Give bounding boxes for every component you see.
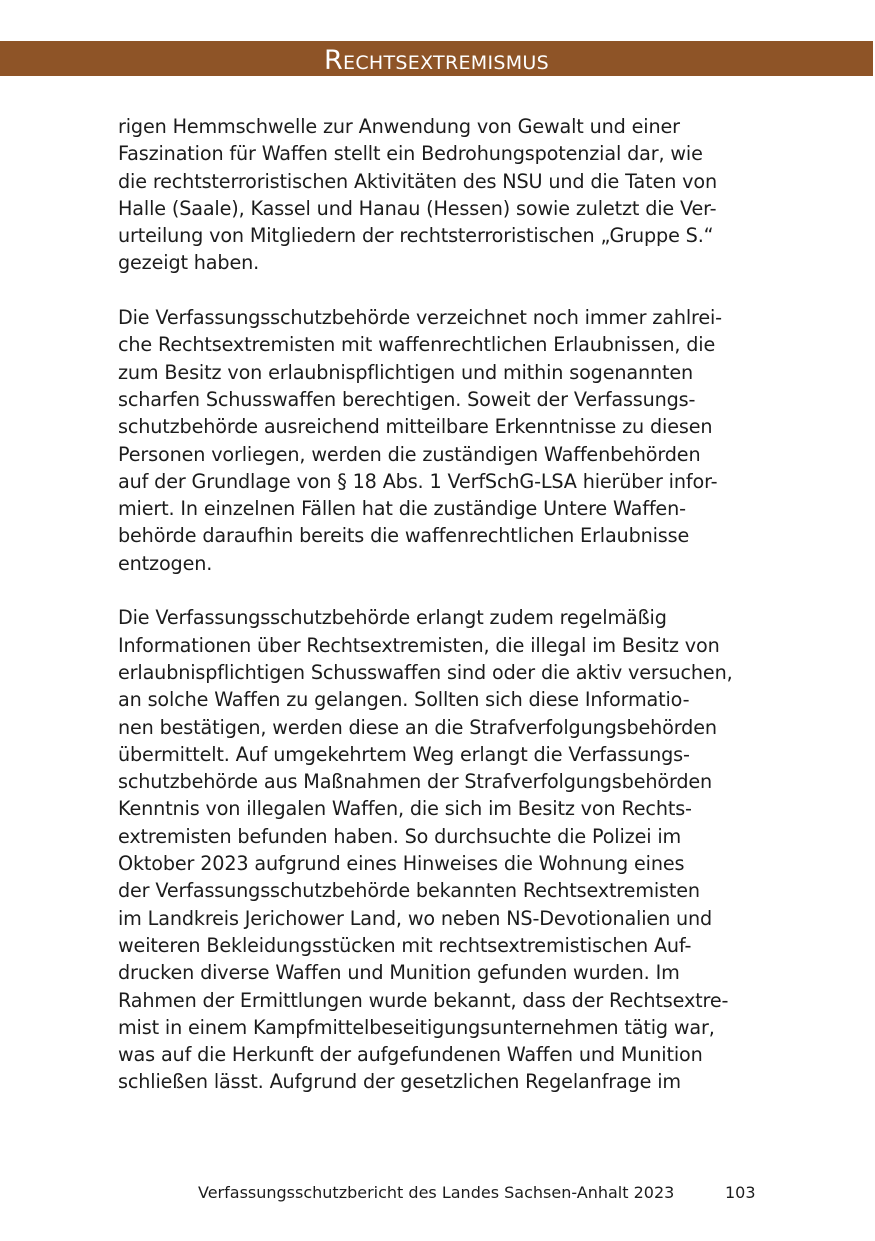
text-line: urteilung von Mitgliedern der rechtsterroristischen „Gruppe S.“ [118,224,714,248]
footer-report-title: Verfassungsschutzbericht des Landes Sachsen-Anhalt 2023 [198,1183,675,1202]
text-line: zum Besitz von erlaubnispflichtigen und mithin sogenannten [118,360,694,384]
text-line: schutzbehörde aus Maßnahmen der Strafverfolgungsbehörden [118,770,713,794]
text-line: erlaubnispflichtigen Schusswaffen sind oder die aktiv versuchen, [118,660,733,684]
text-line: Die Verfassungsschutzbehörde erlangt zudem regelmäßig [118,606,667,630]
text-line: Rahmen der Ermittlungen wurde bekannt, dass der Rechtsextre- [118,988,729,1012]
paragraph [118,604,768,1095]
text-line: die rechtsterroristischen Aktivitäten des NSU und die Taten von [118,169,717,193]
text-line: der Verfassungsschutzbehörde bekannten Rechtsextremisten [118,879,700,903]
text-line: Kenntnis von illegalen Waffen, die sich im Besitz von Rechts- [118,797,692,821]
text-line: extremisten befunden haben. So durchsuchte die Polizei im [118,824,682,848]
body-text [118,113,768,1123]
paragraph [118,113,768,277]
paragraph [118,304,768,577]
text-line: drucken diverse Waffen und Munition gefunden wurden. Im [118,961,680,985]
text-line: an solche Waffen zu gelangen. Sollten sich diese Informatio- [118,688,690,712]
text-line: behörde daraufhin bereits die waffenrechtlichen Erlaubnisse [118,524,690,548]
text-line: auf der Grundlage von § 18 Abs. 1 VerfSchG-LSA hierüber infor- [118,469,718,493]
text-line: che Rechtsextremisten mit waffenrechtlichen Erlaubnissen, die [118,333,716,357]
text-line: Oktober 2023 aufgrund eines Hinweises die Wohnung eines [118,852,685,876]
text-line: Informationen über Rechtsextremisten, die illegal im Besitz von [118,633,720,657]
text-line: schließen lässt. Aufgrund der gesetzlichen Regelanfrage im [118,1070,681,1094]
text-line: übermittelt. Auf umgekehrtem Weg erlangt die Verfassungs- [118,742,690,766]
section-header-bar [0,41,873,76]
text-line: weiteren Bekleidungsstücken mit rechtsextremistischen Auf- [118,933,692,957]
text-line: Die Verfassungsschutzbehörde verzeichnet noch immer zahlrei- [118,306,722,330]
text-line: Faszination für Waffen stellt ein Bedrohungspotenzial dar, wie [118,142,703,166]
text-line: schutzbehörde ausreichend mitteilbare Erkenntnisse zu diesen [118,415,713,439]
text-line: im Landkreis Jerichower Land, wo neben NS-Devotionalien und [118,906,713,930]
text-line: was auf die Herkunft der aufgefundenen Waffen und Munition [118,1043,703,1067]
text-line: Personen vorliegen, werden die zuständigen Waffenbehörden [118,442,701,466]
text-line: gezeigt haben. [118,251,260,275]
text-line: entzogen. [118,551,213,575]
text-line: mist in einem Kampfmittelbeseitigungsunternehmen tätig war, [118,1015,715,1039]
text-line: scharfen Schusswaffen berechtigen. Soweit der Verfassungs- [118,387,696,411]
text-line: Halle (Saale), Kassel und Hanau (Hessen) sowie zuletzt die Ver- [118,196,717,220]
text-line: rigen Hemmschwelle zur Anwendung von Gewalt und einer [118,115,680,138]
text-line: miert. In einzelnen Fällen hat die zuständige Untere Waffen- [118,497,686,521]
page-number: 103 [725,1183,756,1202]
section-title: Rechtsextremismus [323,45,549,76]
text-line: nen bestätigen, werden diese an die Strafverfolgungsbehörden [118,715,717,739]
